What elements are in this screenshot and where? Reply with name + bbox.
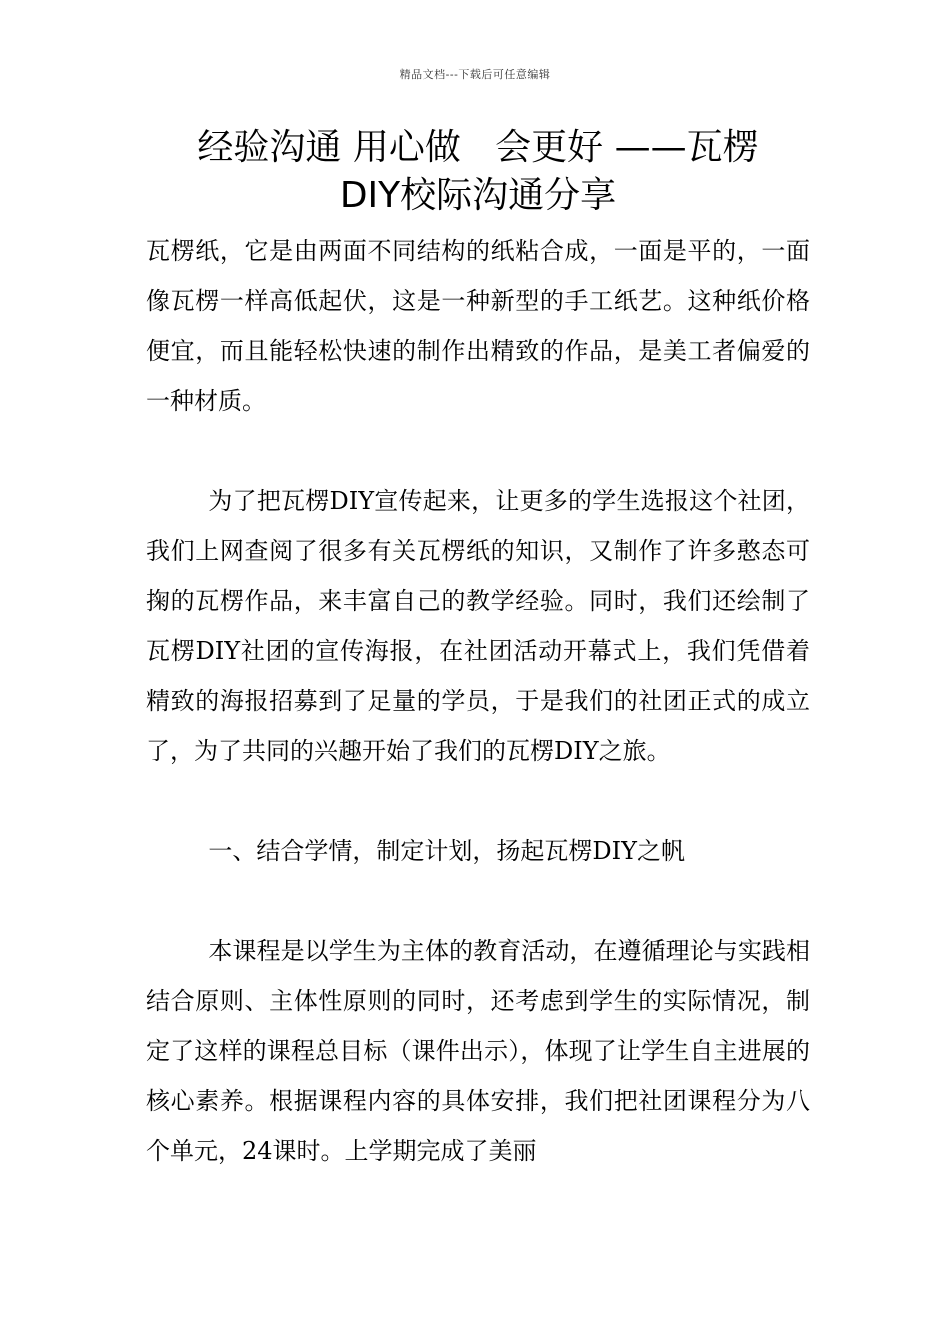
paragraph-curriculum: 本课程是以学生为主体的教育活动，在遵循理论与实践相结合原则、主体性原则的同时，还考虑到学生的实际情况，制定了这样的课程总目标（课件出示），体现了让学生自主进展的核心素养。根据课程内容的具体安排，我们把社团课程分为八个单元，24课时。上学期完成了美丽	[146, 937, 810, 1165]
document-body	[146, 226, 810, 1176]
paragraph-gap	[146, 426, 810, 476]
title-line-1: 经验沟通 用心做 会更好 ——瓦楞	[197, 127, 759, 168]
paragraph-intro: 瓦楞纸，它是由两面不同结构的纸粘合成，一面是平的，一面像瓦楞一样高低起伏，这是一种新型的手工纸艺。这种纸价格便宜，而且能轻松快速的制作出精致的作品，是美工者偏爱的一种材质。	[146, 237, 810, 415]
section-heading: 一、结合学情，制定计划，扬起瓦楞DIY之帆	[208, 837, 685, 865]
header-note: 精品文档---下载后可任意编辑	[399, 68, 551, 81]
paragraph-gap	[146, 876, 810, 926]
document-title	[148, 124, 808, 220]
title-line-2: DIY校际沟通分享	[339, 175, 617, 216]
paragraph-gap	[146, 776, 810, 826]
paragraph-promotion: 为了把瓦楞DIY宣传起来，让更多的学生选报这个社团，我们上网查阅了很多有关瓦楞纸的知识，又制作了许多憨态可掬的瓦楞作品，来丰富自己的教学经验。同时，我们还绘制了瓦楞DIY社团的宣传海报，在社团活动开幕式上，我们凭借着精致的海报招募到了足量的学员，于是我们的社团正式的成立了，为了共同的兴趣开始了我们的瓦楞DIY之旅。	[146, 487, 810, 765]
